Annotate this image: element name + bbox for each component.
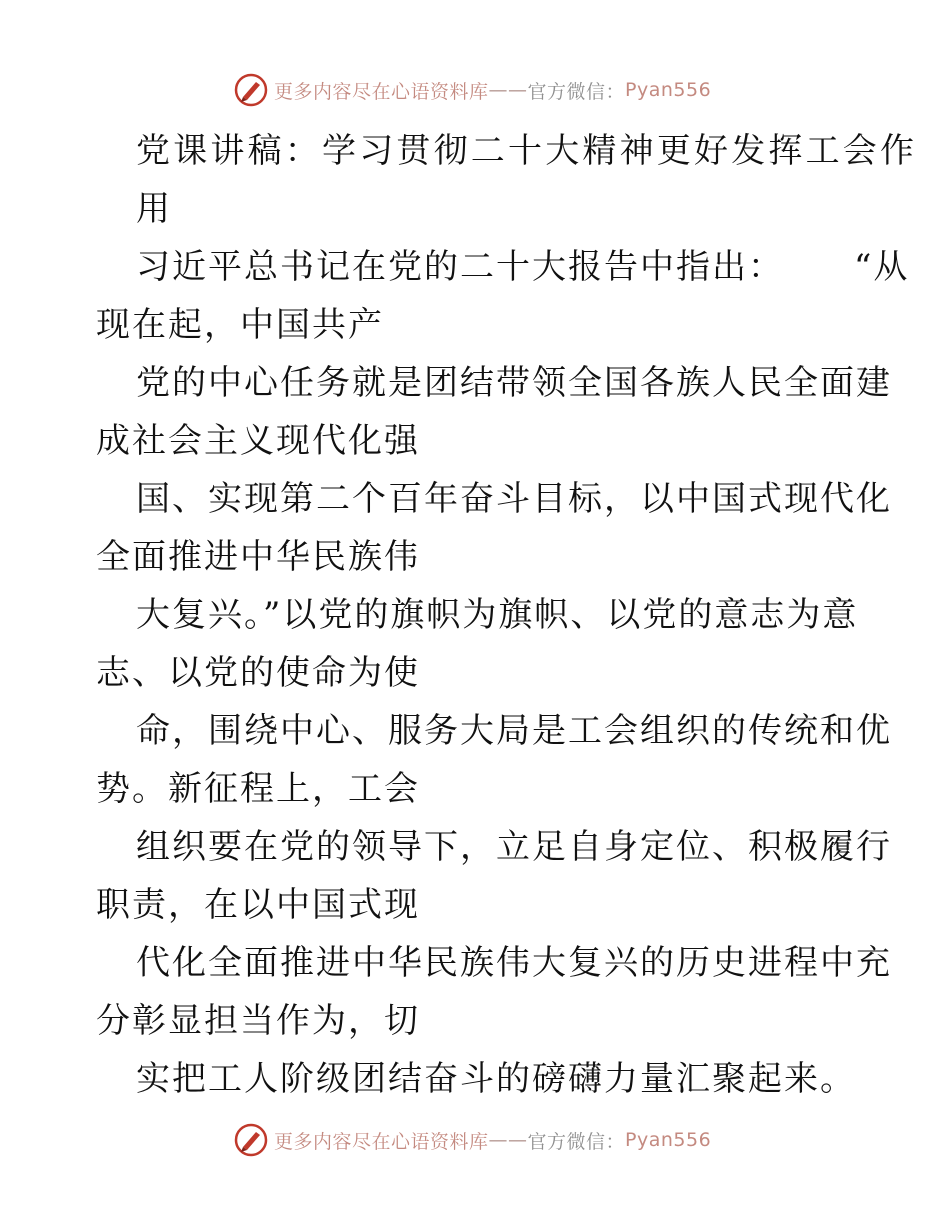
paragraph-line: 现在起，中国共产 (96, 305, 384, 345)
paragraph-line: 分彰显担当作为，切 (96, 1001, 420, 1041)
paragraph-line: 代化全面推进中华民族伟大复兴的历史进程中充 (136, 943, 892, 983)
paragraph-line-text: 习近平总书记在党的二十大报告中指出： (136, 247, 784, 287)
header-watermark (234, 72, 711, 108)
watermark-wechat-id: Pyan556 (625, 1129, 712, 1151)
footer-watermark (234, 1122, 711, 1158)
watermark-wechat-id: Pyan556 (625, 79, 712, 101)
watermark-site-text: 更多内容尽在心语资料库 (274, 80, 489, 103)
watermark-separator: —— (488, 79, 528, 101)
pen-logo-icon (234, 1123, 268, 1157)
document-body (96, 122, 918, 1108)
document-title-line-1: 党课讲稿：学习贯彻二十大精神更好发挥工会作 (136, 131, 918, 171)
paragraph-line-quote: “从 (854, 247, 910, 287)
watermark-site-text: 更多内容尽在心语资料库 (274, 1130, 489, 1153)
watermark-wechat-label: 官方微信： (527, 80, 626, 103)
paragraph-line: 实把工人阶级团结奋斗的磅礴力量汇聚起来。 (136, 1059, 856, 1099)
paragraph-line (96, 238, 910, 296)
paragraph-line: 命，围绕中心、服务大局是工会组织的传统和优 (136, 711, 892, 751)
paragraph-line: 成社会主义现代化强 (96, 421, 420, 461)
paragraph-line: 国、实现第二个百年奋斗目标，以中国式现代化 (136, 479, 892, 519)
paragraph-line: 党的中心任务就是团结带领全国各族人民全面建 (136, 363, 892, 403)
paragraph-line: 大复兴。”以党的旗帜为旗帜、以党的意志为意 (136, 595, 859, 635)
pen-logo-icon (234, 73, 268, 107)
watermark-separator: —— (488, 1129, 528, 1151)
paragraph-line: 组织要在党的领导下，立足自身定位、积极履行 (136, 827, 892, 867)
paragraph-line: 志、以党的使命为使 (96, 653, 420, 693)
watermark-wechat-label: 官方微信： (527, 1130, 626, 1153)
paragraph-line: 全面推进中华民族伟 (96, 537, 420, 577)
paragraph-line: 职责，在以中国式现 (96, 885, 420, 925)
document-title-line-2: 用 (136, 189, 172, 229)
paragraph-line: 势。新征程上，工会 (96, 769, 420, 809)
